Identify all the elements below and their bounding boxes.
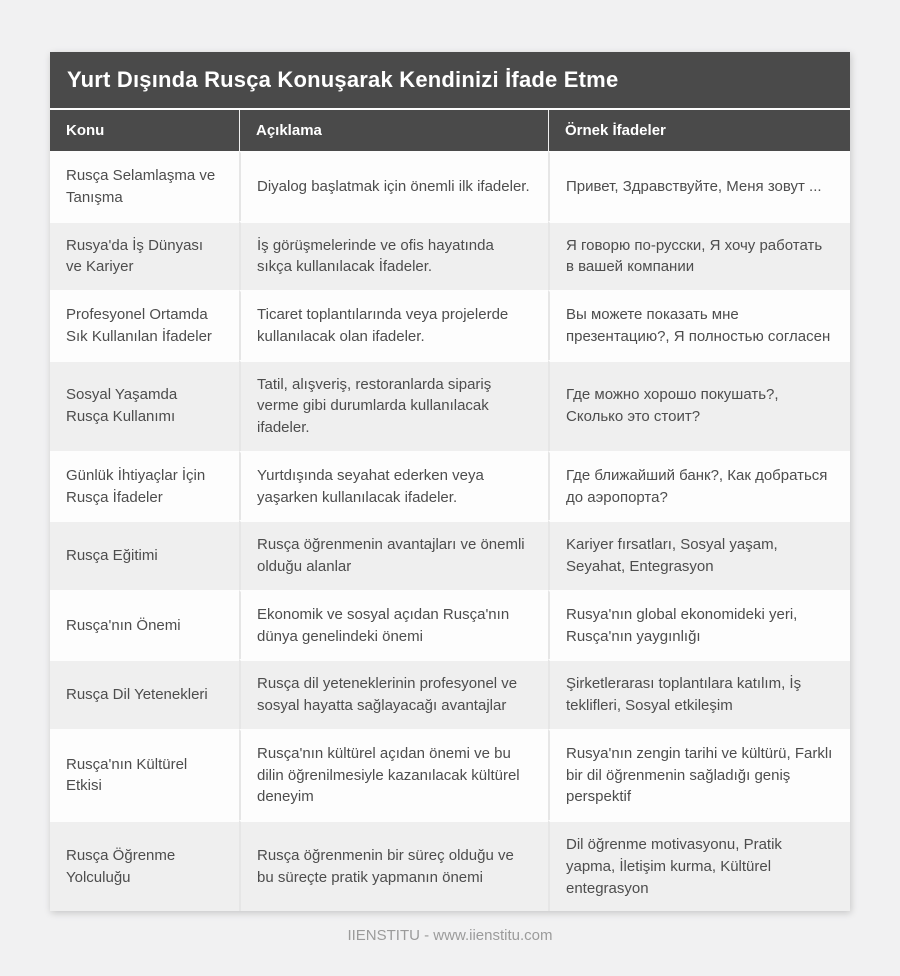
cell-topic: Rusya'da İş Dünyası ve Kariyer bbox=[50, 221, 239, 291]
cell-examples: Kariyer fırsatları, Sosyal yaşam, Seyahat, Entegrasyon bbox=[548, 520, 850, 590]
table-row bbox=[50, 729, 850, 820]
cell-topic: Günlük İhtiyaçlar İçin Rusça İfadeler bbox=[50, 451, 239, 521]
table-row bbox=[50, 820, 850, 911]
cell-examples: Вы можете показать мне презентацию?, Я полностью согласен bbox=[548, 290, 850, 360]
table-row bbox=[50, 451, 850, 521]
cell-topic: Rusça Eğitimi bbox=[50, 520, 239, 590]
table-row bbox=[50, 659, 850, 729]
header-row bbox=[50, 110, 850, 151]
cell-examples: Где можно хорошо покушать?, Сколько это стоит? bbox=[548, 360, 850, 451]
cell-description: Ekonomik ve sosyal açıdan Rusça'nın dünya genelindeki önemi bbox=[239, 590, 548, 660]
page-title: Yurt Dışında Rusça Konuşarak Kendinizi İfade Etme bbox=[67, 67, 619, 92]
cell-description: Rusça öğrenmenin avantajları ve önemli olduğu alanlar bbox=[239, 520, 548, 590]
cell-examples: Привет, Здравствуйте, Меня зовут ... bbox=[548, 151, 850, 221]
table-row bbox=[50, 520, 850, 590]
cell-examples: Dil öğrenme motivasyonu, Pratik yapma, İletişim kurma, Kültürel entegrasyon bbox=[548, 820, 850, 911]
footer-text: IIENSTITU - www.iienstitu.com bbox=[347, 927, 553, 945]
cell-description: Rusça öğrenmenin bir süreç olduğu ve bu süreçte pratik yapmanın önemi bbox=[239, 820, 548, 911]
table-row bbox=[50, 590, 850, 660]
cell-examples: Rusya'nın zengin tarihi ve kültürü, Farklı bir dil öğrenmenin sağladığı geniş perspektif bbox=[548, 729, 850, 820]
cell-description: Rusça'nın kültürel açıdan önemi ve bu dilin öğrenilmesiyle kazanılacak kültürel deneyim bbox=[239, 729, 548, 820]
table-row bbox=[50, 221, 850, 291]
cell-topic: Rusça'nın Kültürel Etkisi bbox=[50, 729, 239, 820]
column-header-description: Açıklama bbox=[239, 110, 548, 151]
table-row bbox=[50, 360, 850, 451]
cell-topic: Profesyonel Ortamda Sık Kullanılan İfadeler bbox=[50, 290, 239, 360]
column-header-examples: Örnek İfadeler bbox=[548, 110, 850, 151]
cell-topic: Rusça Öğrenme Yolculuğu bbox=[50, 820, 239, 911]
cell-description: Ticaret toplantılarında veya projelerde kullanılacak olan ifadeler. bbox=[239, 290, 548, 360]
cell-description: Tatil, alışveriş, restoranlarda sipariş verme gibi durumlarda kullanılacak ifadeler. bbox=[239, 360, 548, 451]
cell-examples: Şirketlerarası toplantılara katılım, İş teklifleri, Sosyal etkileşim bbox=[548, 659, 850, 729]
cell-topic: Rusça'nın Önemi bbox=[50, 590, 239, 660]
table-card bbox=[50, 52, 850, 911]
cell-examples: Где ближайший банк?, Как добраться до аэропорта? bbox=[548, 451, 850, 521]
cell-topic: Rusça Dil Yetenekleri bbox=[50, 659, 239, 729]
column-header-topic: Konu bbox=[50, 110, 239, 151]
content-table bbox=[50, 110, 850, 911]
cell-topic: Rusça Selamlaşma ve Tanışma bbox=[50, 151, 239, 221]
cell-description: Diyalog başlatmak için önemli ilk ifadeler. bbox=[239, 151, 548, 221]
table-body bbox=[50, 151, 850, 911]
table-row bbox=[50, 151, 850, 221]
cell-description: Yurtdışında seyahat ederken veya yaşarken kullanılacak ifadeler. bbox=[239, 451, 548, 521]
title-bar bbox=[50, 52, 850, 110]
cell-description: Rusça dil yeteneklerinin profesyonel ve sosyal hayatta sağlayacağı avantajlar bbox=[239, 659, 548, 729]
table-row bbox=[50, 290, 850, 360]
cell-examples: Я говорю по-русски, Я хочу работать в вашей компании bbox=[548, 221, 850, 291]
cell-examples: Rusya'nın global ekonomideki yeri, Rusça'nın yaygınlığı bbox=[548, 590, 850, 660]
cell-topic: Sosyal Yaşamda Rusça Kullanımı bbox=[50, 360, 239, 451]
cell-description: İş görüşmelerinde ve ofis hayatında sıkça kullanılacak İfadeler. bbox=[239, 221, 548, 291]
